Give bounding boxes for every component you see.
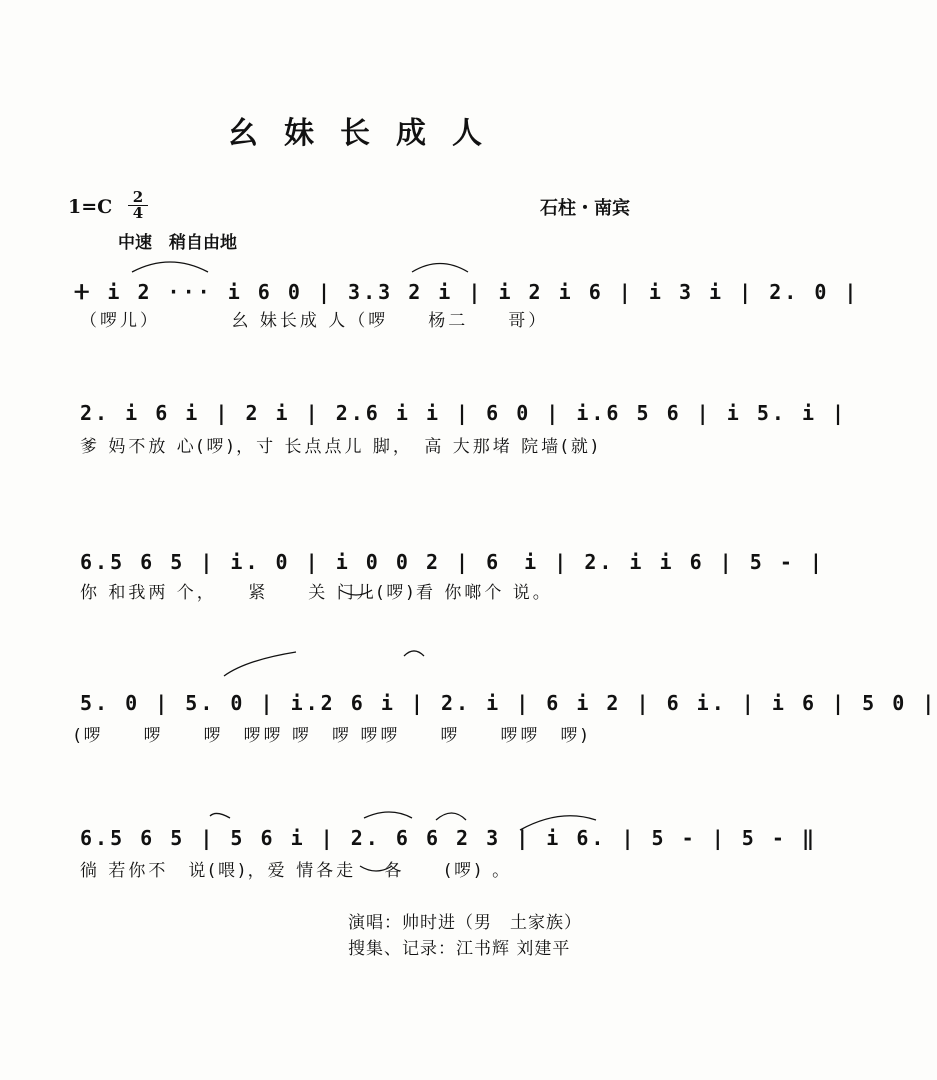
key-signature: 1=C (68, 196, 113, 218)
lyrics-line-3: 你 和我两 个， 紧 关 门儿(啰)看 你啷个 说。 (80, 583, 553, 603)
collector-credit: 搜集、记录：江书辉 刘建平 (348, 939, 571, 959)
page-title: 幺妹长成人 (228, 116, 508, 151)
time-signature (128, 190, 148, 221)
tempo-marking: 中速 稍自由地 (118, 233, 237, 253)
notation-line-4: 5. 0 | 5. 0 | i.2 6 i | 2. i | 6 i 2 | 6 i. | i 6 | 5 0 | (80, 691, 937, 715)
notation-line-2: 2. i 6 i | 2 i | 2.6 i i | 6 0 | i.6 5 6 | i 5. i | (80, 401, 848, 425)
notation-line-5: 6.5 6 5 | 5 6 i | 2. 6 6 2 3 | i 6. | 5 - | 5 - ‖ (80, 826, 818, 850)
singer-credit: 演唱：帅时进（男 土家族） (348, 913, 582, 933)
notation-line-3: 6.5 6 5 | i. 0 | i 0 0 2 | 6 i | 2. i i 6 | 5 - | (80, 550, 825, 574)
lyrics-line-1: （啰儿） 幺 妹长成 人（啰 杨二 哥） (80, 311, 549, 331)
lyrics-line-2: 爹 妈不放 心(啰)，寸 长点点儿 脚， 高 大那堵 院墙(就) (80, 437, 601, 457)
time-signature-numerator: 2 (128, 190, 148, 206)
time-signature-denominator: 4 (132, 204, 144, 222)
lyrics-line-4: (啰 啰 啰 啰啰 啰 啰 啰啰 啰 啰啰 啰) (74, 726, 591, 746)
song-source: 石柱・南宾 (540, 198, 630, 219)
lyrics-line-5: 徜 若你不 说(喂)，爱 情各走 各 (啰) 。 (80, 861, 513, 881)
notation-line-1: ⵜ i 2 ··· i 6 0 | 3.3 2 i | i 2 i 6 | i 3 i | 2. 0 | (74, 280, 860, 304)
